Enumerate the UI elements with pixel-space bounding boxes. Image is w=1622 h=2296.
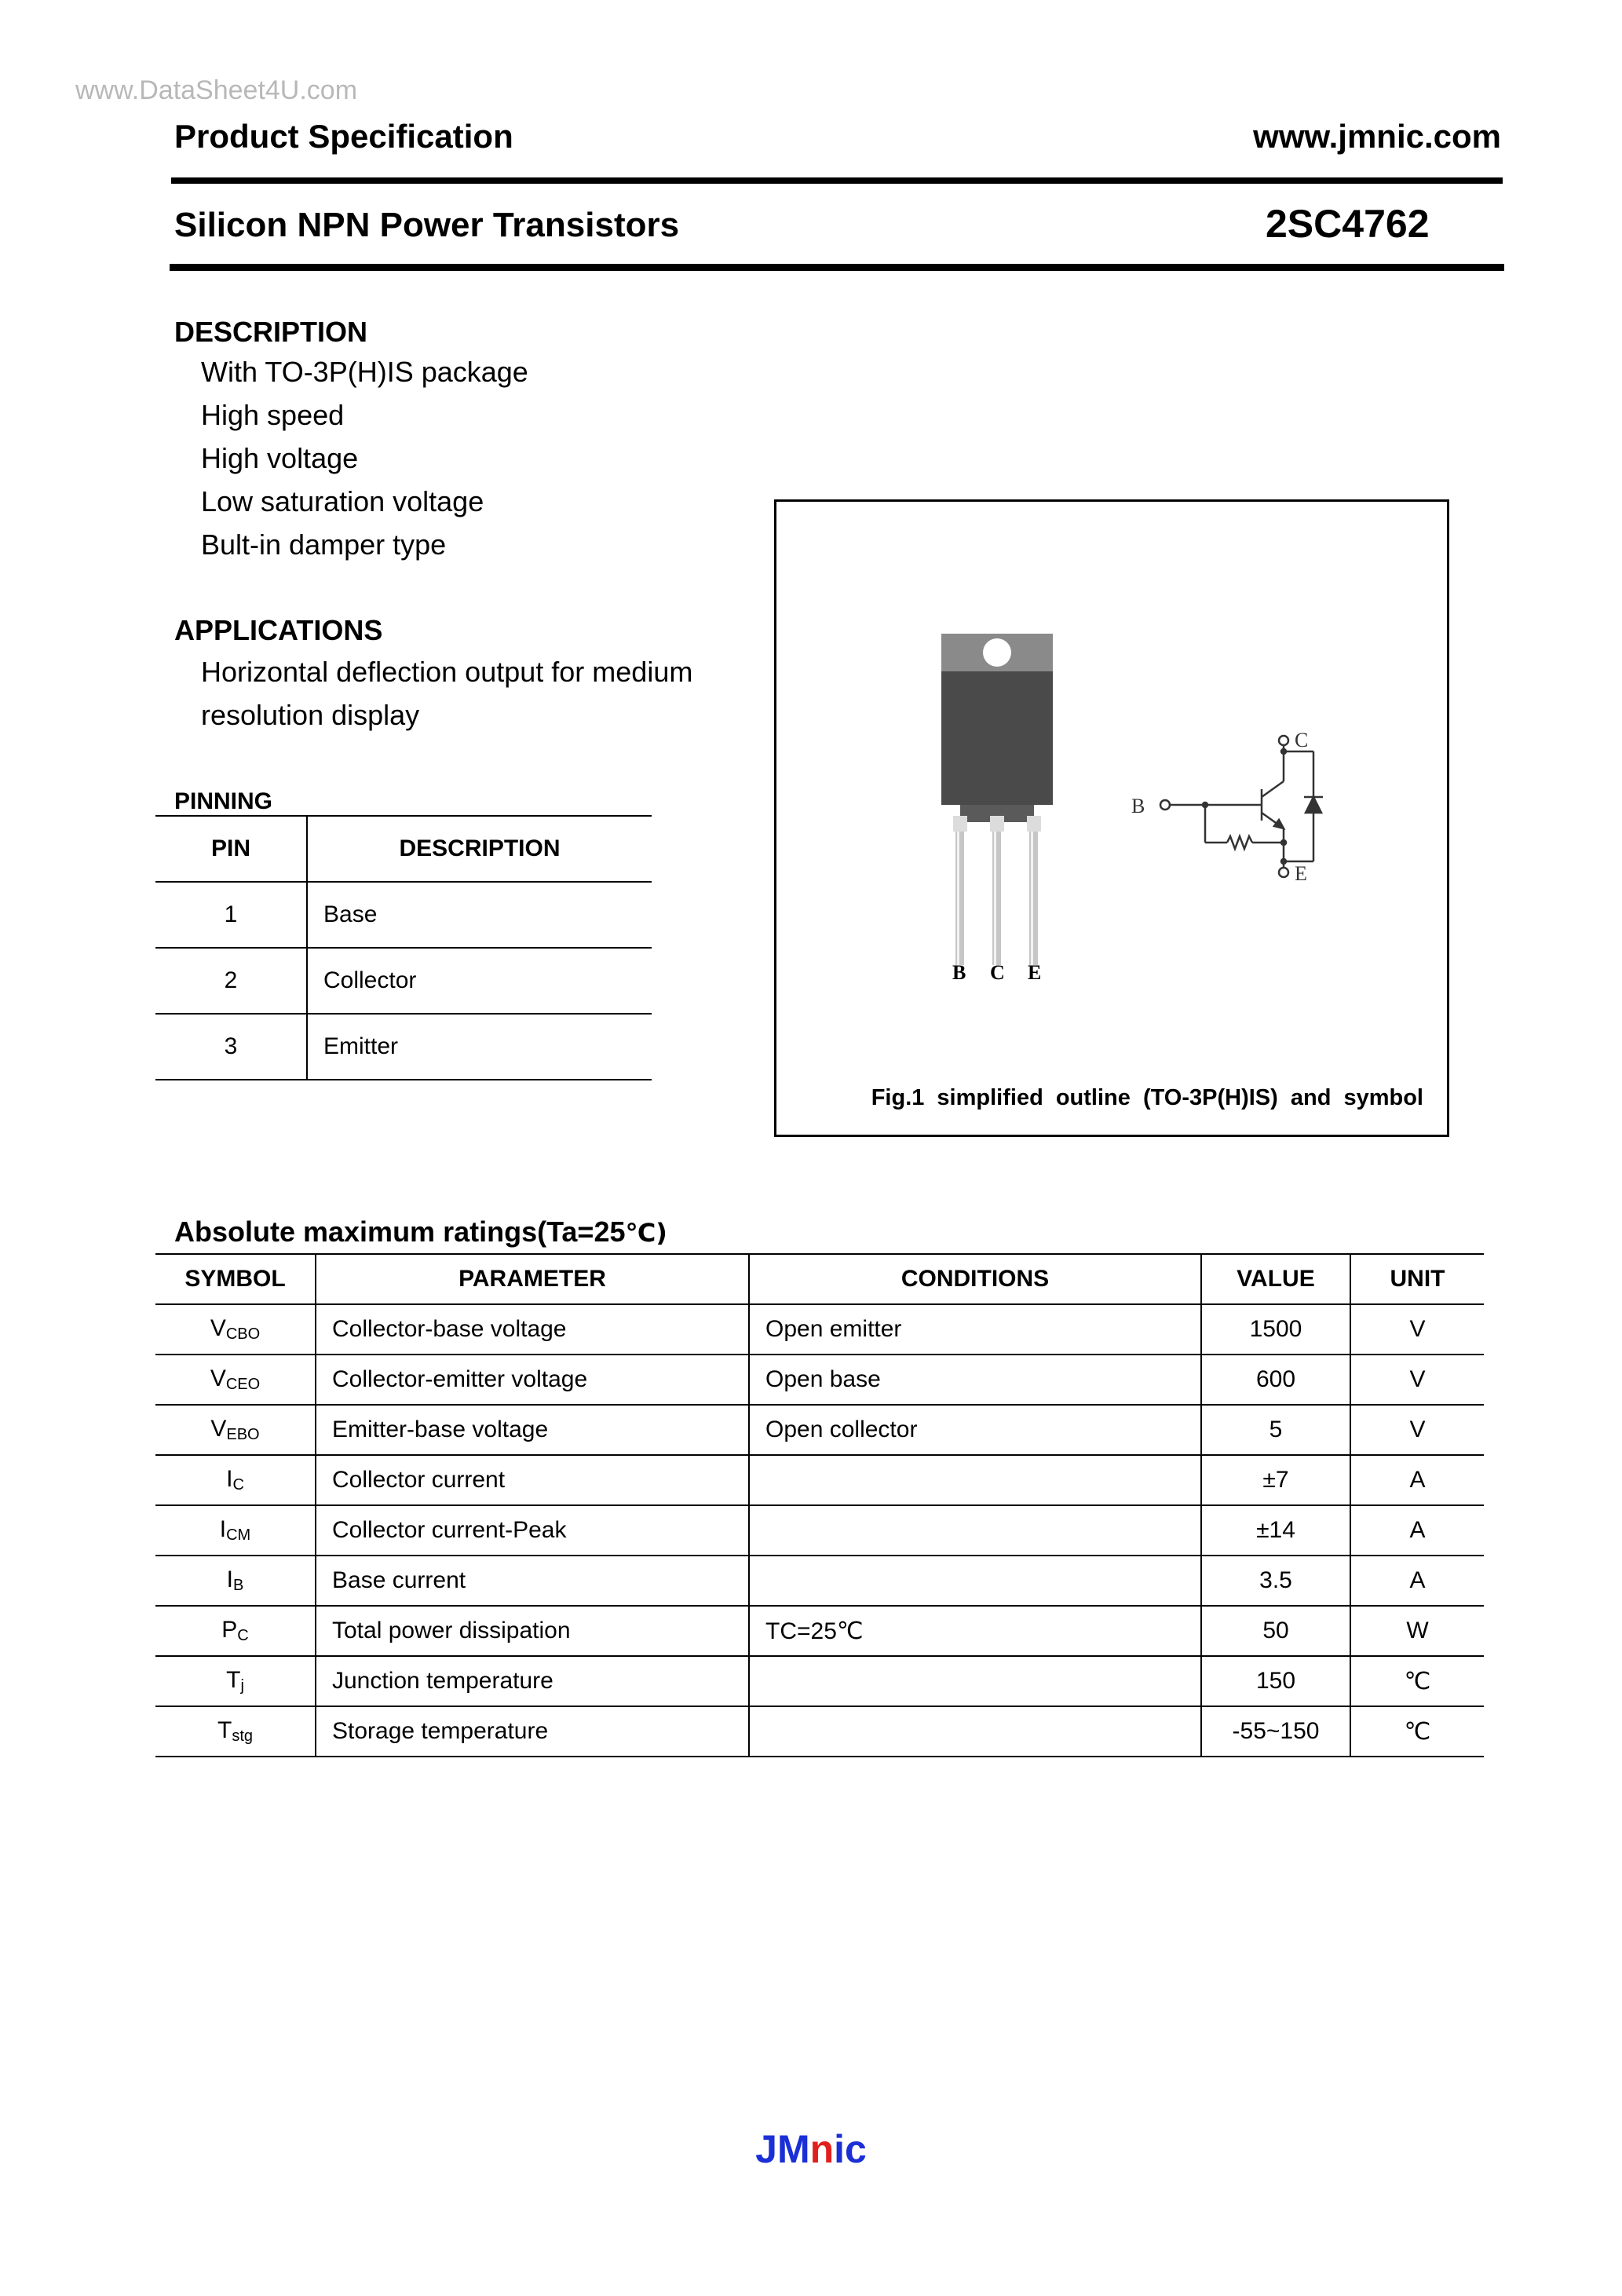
value-cell: 1500 bbox=[1201, 1304, 1350, 1355]
conditions-cell: Open collector bbox=[749, 1405, 1201, 1455]
unit-cell: A bbox=[1350, 1505, 1484, 1556]
symbol-cell: $I_{CM}$ bbox=[155, 1505, 316, 1556]
unit-cell: A bbox=[1350, 1455, 1484, 1505]
symbol-cell: $V_{CBO}$ bbox=[155, 1304, 316, 1355]
table-row bbox=[155, 882, 652, 948]
conditions-cell bbox=[749, 1656, 1201, 1706]
parameter-cell: Total power dissipation bbox=[316, 1606, 749, 1656]
unit-cell: W bbox=[1350, 1606, 1484, 1656]
pin-column-header: PIN bbox=[155, 816, 307, 882]
applications-text bbox=[201, 650, 692, 737]
value-cell: ±7 bbox=[1201, 1455, 1350, 1505]
conditions-cell bbox=[749, 1706, 1201, 1757]
table-row bbox=[155, 1455, 1484, 1505]
npn-damper-symbol-icon bbox=[1160, 736, 1323, 877]
table-row bbox=[155, 1355, 1484, 1405]
parameter-cell: Collector-emitter voltage bbox=[316, 1355, 749, 1405]
value-cell: -55~150 bbox=[1201, 1706, 1350, 1757]
value-cell: 3.5 bbox=[1201, 1556, 1350, 1606]
table-row bbox=[155, 1505, 1484, 1556]
pin-number: 1 bbox=[155, 882, 307, 948]
lead-label-e: E bbox=[1028, 961, 1042, 984]
parameter-cell: Collector-base voltage bbox=[316, 1304, 749, 1355]
parameter-cell: Collector current bbox=[316, 1455, 749, 1505]
logo-text-part: ic bbox=[834, 2127, 867, 2171]
pinning-table bbox=[155, 815, 652, 1080]
parameter-cell: Collector current-Peak bbox=[316, 1505, 749, 1556]
value-cell: 600 bbox=[1201, 1355, 1350, 1405]
description-item: High speed bbox=[201, 399, 345, 431]
figure-box bbox=[774, 499, 1449, 1137]
symbol-cell: $P_C$ bbox=[155, 1606, 316, 1656]
logo-text-part: JM bbox=[755, 2127, 810, 2171]
watermark: www.DataSheet4U.com bbox=[75, 75, 358, 105]
description-item: High voltage bbox=[201, 442, 359, 474]
conditions-cell bbox=[749, 1505, 1201, 1556]
table-row bbox=[155, 1304, 1484, 1355]
package-and-symbol-figure bbox=[776, 502, 1447, 1135]
symbol-column-header: SYMBOL bbox=[155, 1254, 316, 1304]
website-link[interactable]: www.jmnic.com bbox=[1253, 118, 1501, 155]
description-item: Bult-in damper type bbox=[201, 528, 447, 561]
figure-caption: Fig.1 simplified outline (TO-3P(H)IS) and symbol bbox=[871, 1085, 1423, 1110]
to3p-package-icon bbox=[941, 634, 1053, 965]
header-rule-top bbox=[171, 177, 1503, 184]
parameter-cell: Emitter-base voltage bbox=[316, 1405, 749, 1455]
parameter-cell: Junction temperature bbox=[316, 1656, 749, 1706]
unit-cell: V bbox=[1350, 1304, 1484, 1355]
pin-description: Base bbox=[307, 882, 652, 948]
ratings-heading-main: Absolute maximum ratings(Ta=25 bbox=[174, 1216, 626, 1248]
parameter-cell: Base current bbox=[316, 1556, 749, 1606]
ratings-table bbox=[155, 1253, 1484, 1757]
parameter-column-header: PARAMETER bbox=[316, 1254, 749, 1304]
conditions-cell: Open emitter bbox=[749, 1304, 1201, 1355]
value-column-header: VALUE bbox=[1201, 1254, 1350, 1304]
unit-cell: V bbox=[1350, 1405, 1484, 1455]
value-cell: ±14 bbox=[1201, 1505, 1350, 1556]
parameter-cell: Storage temperature bbox=[316, 1706, 749, 1757]
page-title: Silicon NPN Power Transistors bbox=[174, 206, 680, 244]
pin-number: 3 bbox=[155, 1014, 307, 1080]
symbol-cell: $T_j$ bbox=[155, 1656, 316, 1706]
ratings-heading-unit: ℃) bbox=[625, 1218, 667, 1248]
table-row bbox=[155, 1606, 1484, 1656]
unit-cell: ℃ bbox=[1350, 1706, 1484, 1757]
symbol-label-collector: C bbox=[1295, 729, 1309, 751]
lead-label-b: B bbox=[952, 961, 966, 984]
ratings-heading bbox=[174, 1216, 667, 1249]
applications-line: Horizontal deflection output for medium bbox=[201, 656, 693, 688]
value-cell: 150 bbox=[1201, 1656, 1350, 1706]
table-row bbox=[155, 1405, 1484, 1455]
value-cell: 50 bbox=[1201, 1606, 1350, 1656]
conditions-cell: Open base bbox=[749, 1355, 1201, 1405]
table-row bbox=[155, 1556, 1484, 1606]
doc-type-label: Product Specification bbox=[174, 118, 513, 155]
logo-text-part: n bbox=[809, 2127, 835, 2171]
table-row bbox=[155, 948, 652, 1014]
symbol-cell: $V_{EBO}$ bbox=[155, 1405, 316, 1455]
pin-description: Emitter bbox=[307, 1014, 652, 1080]
table-row bbox=[155, 1706, 1484, 1757]
unit-column-header: UNIT bbox=[1350, 1254, 1484, 1304]
symbol-label-emitter: E bbox=[1295, 862, 1307, 885]
value-cell: 5 bbox=[1201, 1405, 1350, 1455]
description-item: Low saturation voltage bbox=[201, 485, 484, 517]
unit-cell: ℃ bbox=[1350, 1656, 1484, 1706]
pin-number: 2 bbox=[155, 948, 307, 1014]
description-list bbox=[201, 350, 528, 566]
table-row bbox=[155, 1656, 1484, 1706]
symbol-cell: $V_{CEO}$ bbox=[155, 1355, 316, 1405]
description-column-header: DESCRIPTION bbox=[307, 816, 652, 882]
unit-cell: A bbox=[1350, 1556, 1484, 1606]
conditions-cell bbox=[749, 1455, 1201, 1505]
part-number: 2SC4762 bbox=[1266, 202, 1430, 246]
applications-heading: APPLICATIONS bbox=[174, 614, 383, 646]
pinning-heading: PINNING bbox=[174, 788, 273, 814]
applications-line: resolution display bbox=[201, 699, 420, 731]
symbol-cell: $I_B$ bbox=[155, 1556, 316, 1606]
symbol-cell: $T_{stg}$ bbox=[155, 1706, 316, 1757]
table-header-row bbox=[155, 1254, 1484, 1304]
header-rule-bottom bbox=[170, 264, 1504, 271]
symbol-label-base: B bbox=[1131, 795, 1145, 817]
conditions-cell bbox=[749, 1556, 1201, 1606]
table-header-row bbox=[155, 816, 652, 882]
conditions-column-header: CONDITIONS bbox=[749, 1254, 1201, 1304]
description-heading: DESCRIPTION bbox=[174, 316, 368, 348]
description-item: With TO-3P(H)IS package bbox=[201, 356, 528, 388]
unit-cell: V bbox=[1350, 1355, 1484, 1405]
conditions-cell: TC=25℃ bbox=[749, 1606, 1201, 1656]
pin-description: Collector bbox=[307, 948, 652, 1014]
table-row bbox=[155, 1014, 652, 1080]
symbol-cell: $I_C$ bbox=[155, 1455, 316, 1505]
lead-label-c: C bbox=[990, 961, 1005, 984]
jmnic-logo bbox=[0, 2126, 1622, 2172]
